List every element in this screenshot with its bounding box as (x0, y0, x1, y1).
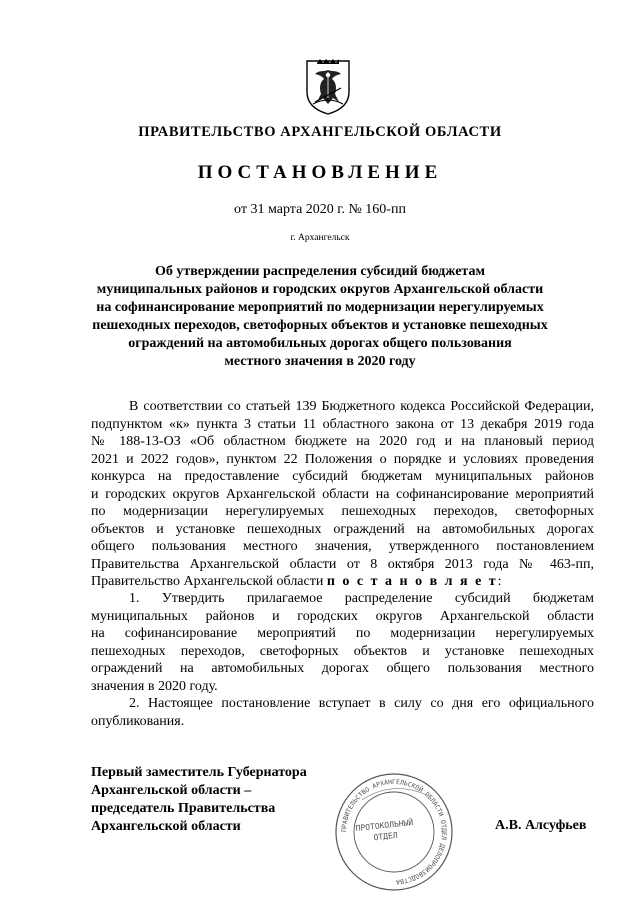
clause-line: опубликования. (91, 713, 185, 729)
stamp-line: ПРОТОКОЛЬНЫЙ (355, 818, 414, 834)
signatory-position (91, 764, 307, 836)
paragraph-line: общего пользования местного значения, утвержденного постановлением (91, 539, 594, 554)
subject-line: Об утверждении распределения субсидий бюджетам (154, 264, 485, 279)
document-city: г. Архангельск (290, 233, 350, 243)
paragraph-line: объектов и установке пешеходных ограждений на автомобильных дорогах (91, 521, 594, 537)
paragraph-line: по модернизации нерегулируемых пешеходных переходов, светофорных (91, 504, 594, 519)
document-subject (70, 263, 570, 371)
clause-line: на софинансирование мероприятий по модернизации нерегулируемых (91, 626, 594, 641)
paragraph-last-line (91, 573, 594, 591)
paragraph-line: и городских округов Архангельской области на софинансирование мероприятий (91, 486, 594, 502)
clause-line: пешеходных переходов, светофорных объектов и установке пешеходных (91, 643, 594, 659)
position-line: Первый заместитель Губернатора (91, 765, 307, 780)
stamp-line: ОТДЕЛ (373, 830, 399, 843)
paragraph-line: 2021 и 2022 годов», пунктом 22 Положения о порядке и условиях проведения (91, 451, 594, 467)
subject-line: местного значения в 2020 году (224, 354, 416, 369)
paragraph-line: № 188-13-ОЗ «Об областном бюджете на 2020 год и на плановый период (91, 434, 594, 449)
position-line: Архангельской области – (91, 783, 252, 798)
government-title: ПРАВИТЕЛЬСТВО АРХАНГЕЛЬСКОЙ ОБЛАСТИ (138, 124, 502, 140)
paragraph-line: конкурса на предоставление субсидий бюджетам муниципальных районов (91, 469, 594, 484)
position-line: председатель Правительства (91, 801, 276, 816)
document-date-number: от 31 марта 2020 г. № 160-пп (234, 202, 406, 217)
subject-line: на софинансирование мероприятий по модернизации нерегулируемых (96, 300, 544, 315)
clause-line: 1. Утвердить прилагаемое распределение субсидий бюджетам (129, 591, 594, 606)
position-line: Архангельской области (91, 819, 241, 834)
paragraph-line: В соответствии со статьей 139 Бюджетного кодекса Российской Федерации, (129, 399, 594, 414)
resolves-word: п о с т а н о в л я е т (326, 574, 498, 589)
signatory-name: А.В. Алсуфьев (495, 818, 587, 833)
stamp-ring-text: ПРАВИТЕЛЬСТВО АРХАНГЕЛЬСКОЙ ОБЛАСТИ ОТДЕЛ ДЕЛОПРОИЗВОДСТВА (339, 777, 449, 886)
clause-line: 2. Настоящее постановление вступает в силу со дня его официального (129, 696, 594, 711)
paragraph-line: Правительства Архангельской области от 8 октября 2013 года № 463-пп, (91, 556, 594, 572)
resolution-authority: Правительство Архангельской области (91, 574, 324, 589)
preamble-paragraph (91, 398, 594, 591)
paragraph-line: подпунктом «к» пункта 3 статьи 11 областного закона от 13 декабря 2019 года (91, 416, 594, 432)
subject-line: пешеходных переходов, светофорных объектов и установке пешеходных (92, 318, 548, 333)
document-type-heading: ПОСТАНОВЛЕНИЕ (197, 162, 443, 183)
resolves-colon: : (497, 574, 502, 589)
clause-line: муниципальных районов и городских округов Архангельской области (91, 608, 594, 624)
subject-line: ограждений на автомобильных дорогах общего пользования (128, 336, 512, 351)
clause-2 (91, 695, 594, 730)
coat-of-arms-emblem (303, 58, 353, 116)
subject-line: муниципальных районов и городских округов Архангельской области (96, 282, 544, 297)
clause-line: значения в 2020 году. (91, 678, 218, 694)
clause-1 (91, 590, 594, 695)
clause-line: ограждений на автомобильных дорогах общего пользования местного (91, 661, 594, 676)
